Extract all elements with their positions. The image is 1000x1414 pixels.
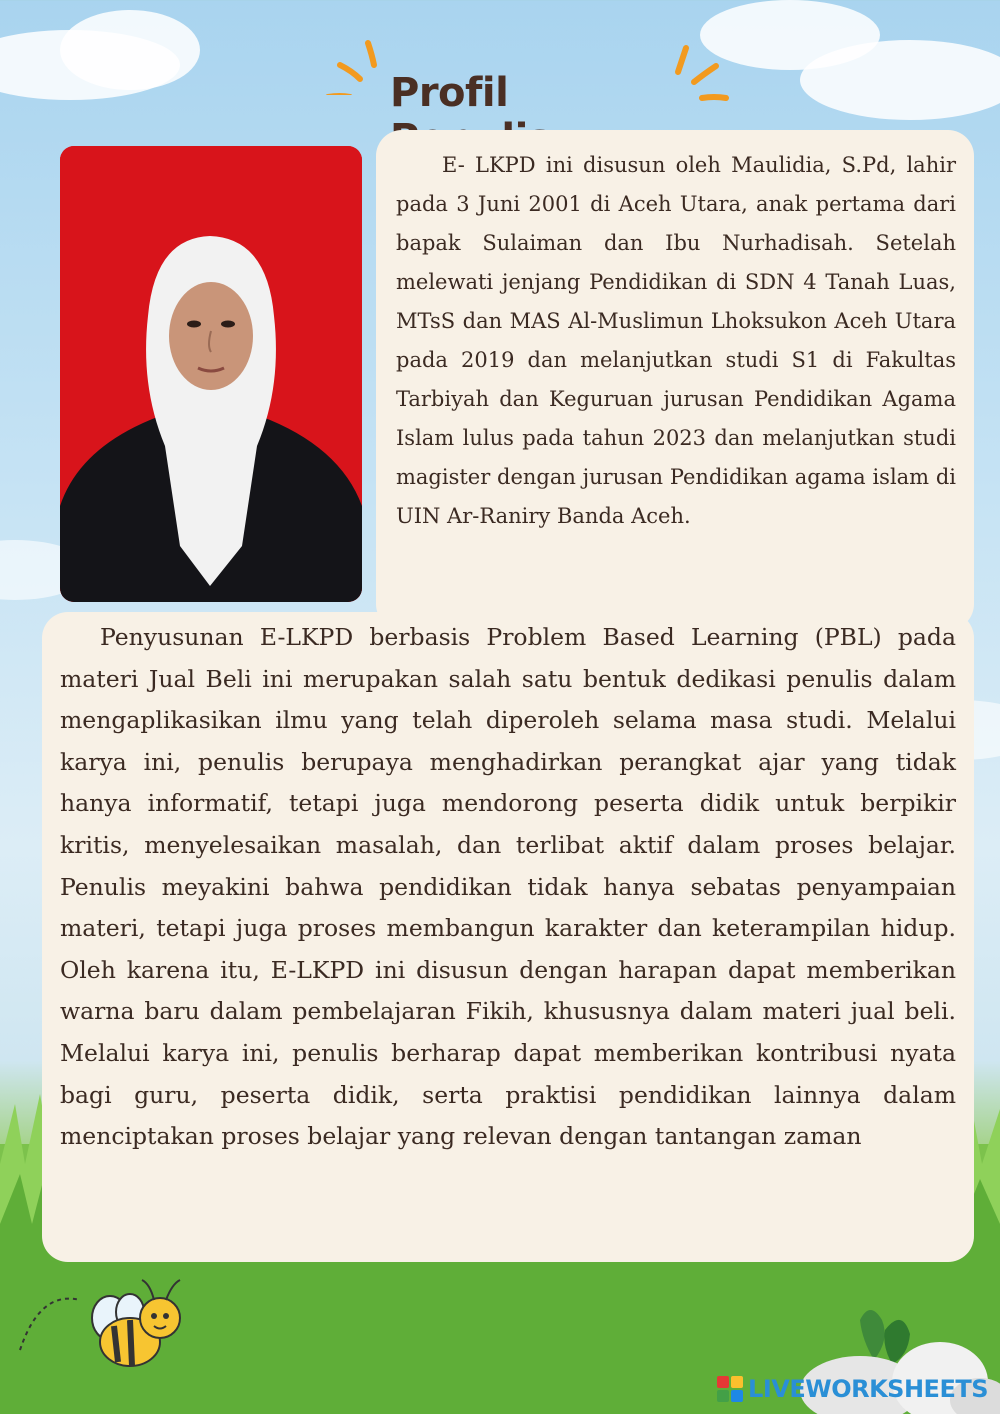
biography-paragraph: E- LKPD ini disusun oleh Maulidia, S.Pd, lahir pada 3 Juni 2001 di Aceh Utara, anak pertama dari bapak Sulaiman dan Ibu Nurhadisah. Setelah melewati jenjang Pendidikan di SDN 4 Tanah Luas, MTsS dan MAS Al-Muslimun Lhoksukon Aceh Utara pada 2019 dan melanjutkan studi S1 di Fakultas Tarbiyah dan Keguruan jurusan Pendidikan Agama Islam lulus pada tahun 2023 dan melanjutkan studi magister dengan jurusan Pendidikan agama islam di UIN Ar-Raniry Banda Aceh. [396, 153, 956, 528]
cloud [60, 10, 200, 90]
sun-rays-decoration [320, 35, 400, 95]
liveworksheets-watermark [717, 1374, 988, 1404]
watermark-text: LIVEWORKSHEETS [748, 1375, 988, 1403]
author-photo [60, 146, 362, 602]
cloud [800, 40, 1000, 120]
dedication-paragraph: Penyusunan E-LKPD berbasis Problem Based Learning (PBL) pada materi Jual Beli ini merupakan salah satu bentuk dedikasi penulis dalam mengaplikasikan ilmu yang telah diperoleh selama masa studi. Melalui karya ini, penulis berupaya menghadirkan perangkat ajar yang tidak hanya informatif, tetapi juga mendorong peserta didik untuk berpikir kritis, menyelesaikan masalah, dan terlibat aktif dalam proses belajar. Penulis meyakini bahwa pendidikan tidak hanya sebatas penyampaian materi, tetapi juga proses membangun karakter dan keterampilan hidup. Oleh karena itu, E-LKPD ini disusun dengan harapan dapat memberikan warna baru dalam pembelajaran Fikih, khususnya dalam materi jual beli. Melalui karya ini, penulis berharap dapat memberikan kontribusi nyata bagi guru, peserta didik, serta praktisi pendidikan lainnya dalam menciptakan proses belajar yang relevan dengan tantangan zaman [60, 623, 956, 1151]
liveworksheets-logo-icon [717, 1376, 743, 1402]
page-title: Profil [390, 70, 509, 116]
author-portrait-icon [60, 146, 362, 602]
bee-icon [0, 1270, 200, 1380]
